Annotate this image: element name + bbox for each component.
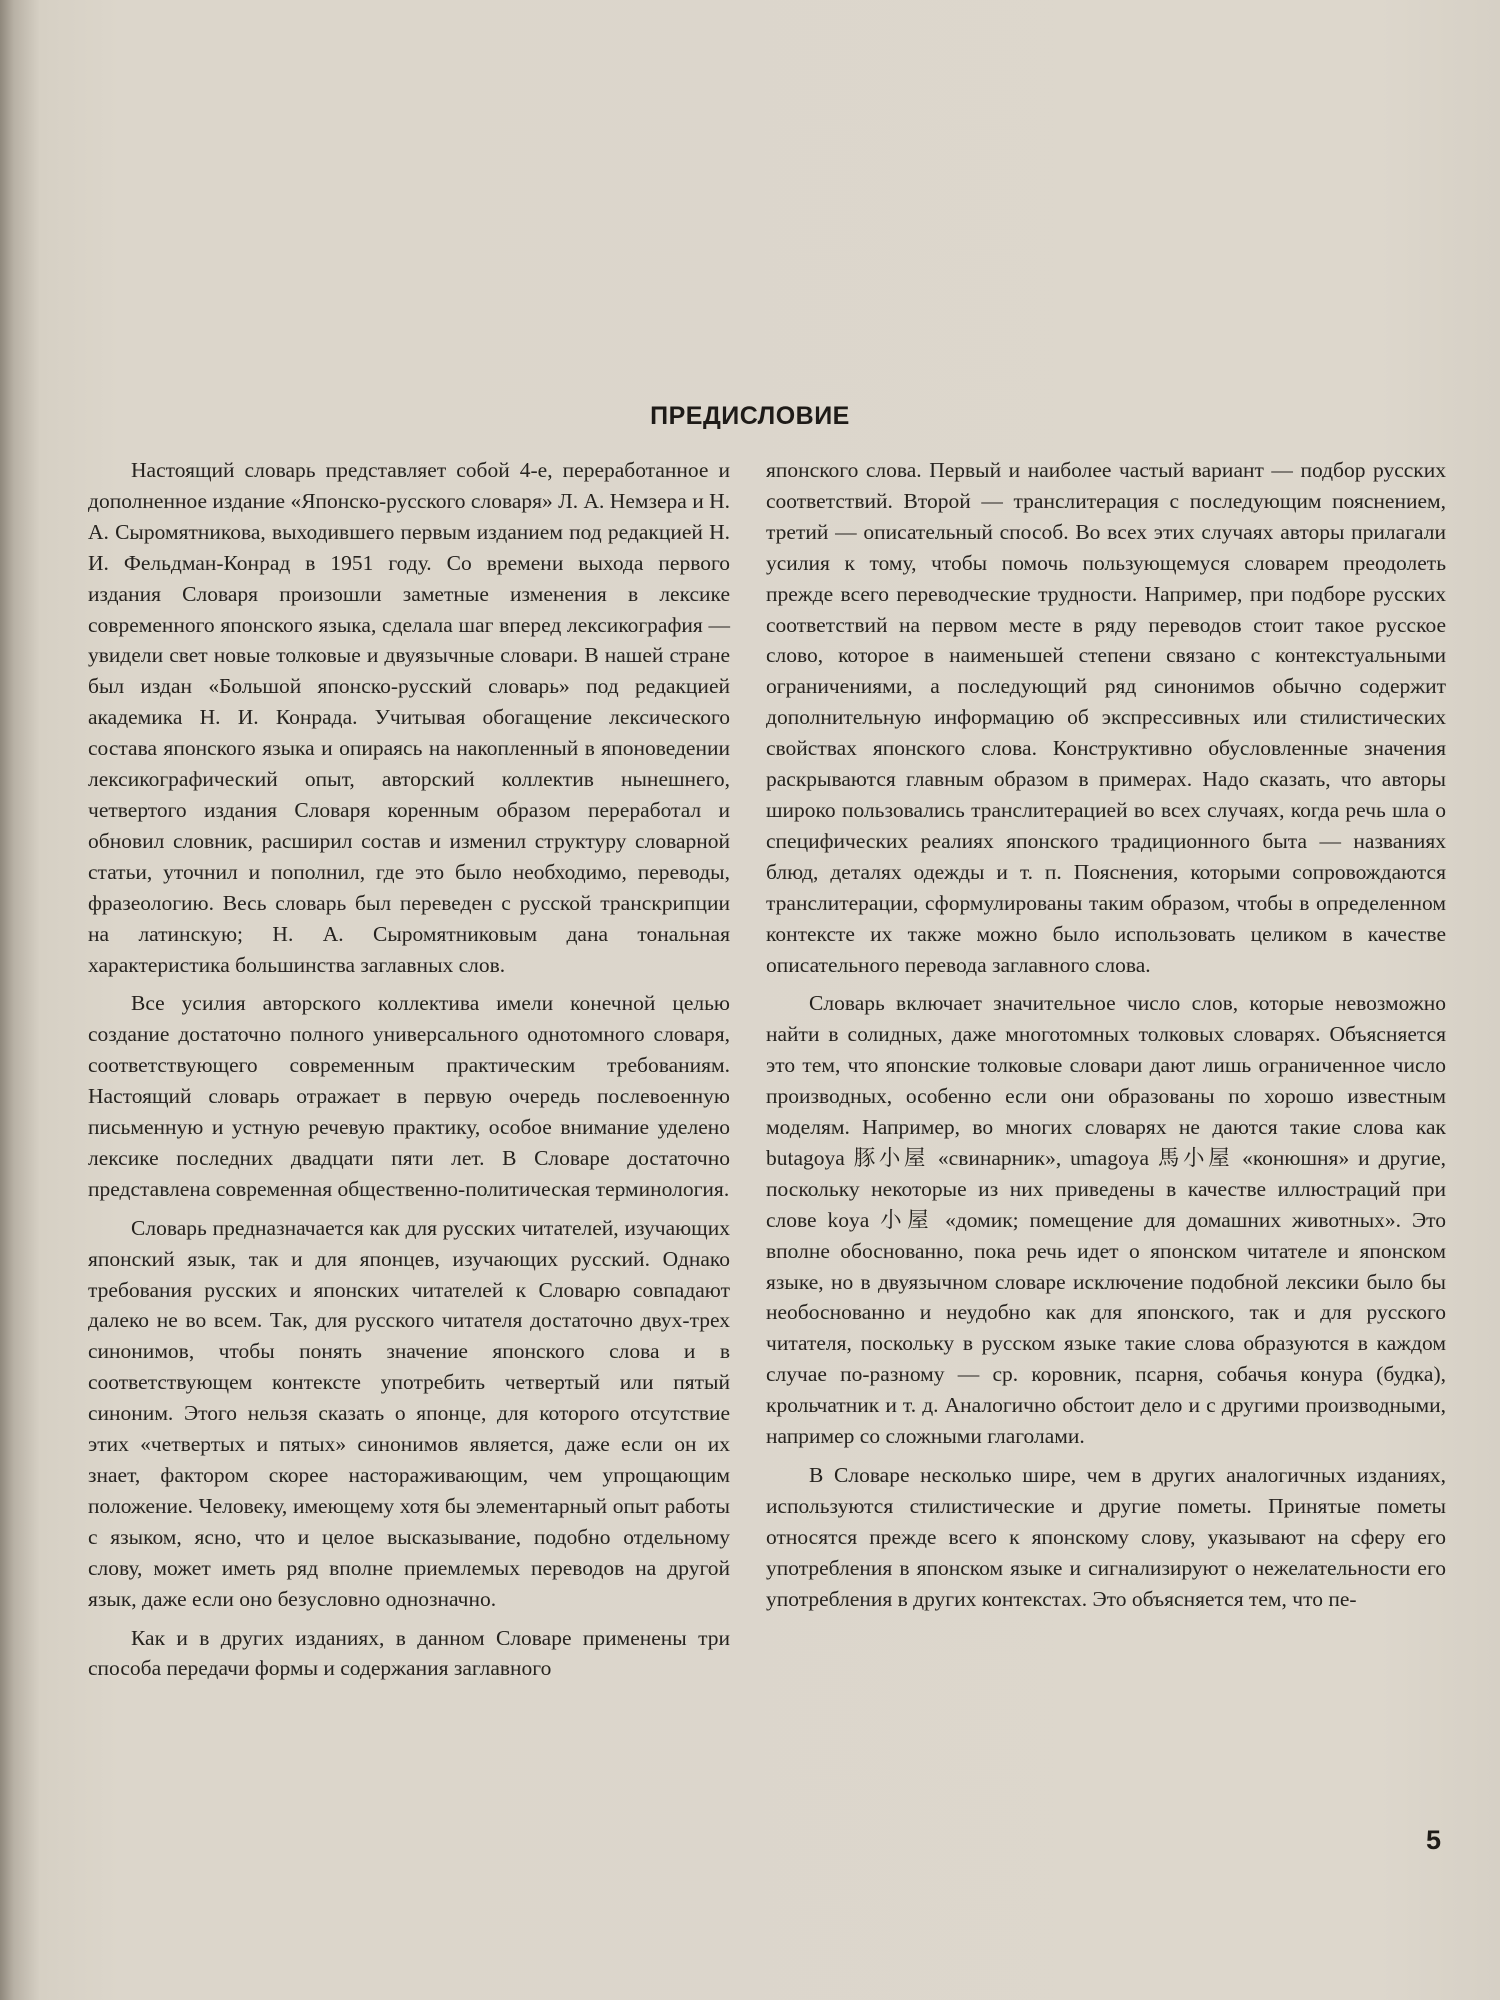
paragraph: Все усилия авторского коллектива имели конечной целью создание достаточно полного универсального однотомного словаря, соответствующего современным практическим требованиям. Настоящий словарь отражает в первую очередь послевоенную письменную и устную речевую практику, особое внимание уделено лексике последних двадцати пяти лет. В Словаре достаточно представлена современная общественно-политическая терминология. xyxy=(88,991,730,1201)
right-column xyxy=(766,455,1446,1623)
paragraph: Настоящий словарь представляет собой 4-е, переработанное и дополненное издание «Японско-русского словаря» Л. А. Немзера и Н. А. Сыромятникова, выходившего первым изданием под редакцией Н. И. Фельдман-Конрад в 1951 году. Со времени выхода первого издания Словаря произошли заметные изменения в лексике современного японского языка, сделала шаг вперед лексикография — увидели свет новые толковые и двуязычные словари. В нашей стране был издан «Большой японско-русский словарь» под редакцией академика Н. И. Конрада. Учитывая обогащение лексического состава японского языка и опираясь на накопленный в японоведении лексикографический опыт, авторский коллектив нынешнего, четвертого издания Словаря коренным образом переработал и обновил словник, расширил состав и изменил структуру словарной статьи, уточнил и пополнил, где это было необходимо, переводы, фразеологию. Весь словарь был переведен с русской транскрипции на латинскую; Н. А. Сыромятниковым дана тональная характеристика большинства заглавных слов. xyxy=(88,458,730,977)
page-title: ПРЕДИСЛОВИЕ xyxy=(650,402,850,430)
paragraph: Словарь предназначается как для русских читателей, изучающих японский язык, так и для японцев, изучающих русский. Однако требования русских и японских читателей к Словарю совпадают далеко не во всем. Так, для русского читателя достаточно двух-трех синонимов, чтобы понять значение японского слова и в соответствующем контексте употребить четвертый или пятый синоним. Этого нельзя сказать о японце, для которого отсутствие этих «четвертых и пятых» синонимов является, даже если он их знает, фактором скорее настораживающим, чем упрощающим положение. Человеку, имеющему хотя бы элементарный опыт работы с языком, ясно, что и целое высказывание, подобно отдельному слову, может иметь ряд вполне приемлемых переводов на другой язык, даже если оно безусловно однозначно. xyxy=(88,1215,730,1611)
paragraph: японского слова. Первый и наиболее частый вариант — подбор русских соответствий. Второй — транслитерация с последующим пояснением, третий — описательный способ. Во всех этих случаях авторы прилагали усилия к тому, чтобы помочь пользующемуся словарем преодолеть прежде всего переводческие трудности. Например, при подборе русских соответствий на первом месте в ряду переводов стоит такое русское слово, которое в наименьшей степени связано с контекстуальными ограничениями, а последующий ряд синонимов обычно содержит дополнительную информацию об экспрессивных или стилистических свойствах японского слова. Конструктивно обусловленные значения раскрываются главным образом в примерах. Надо сказать, что авторы широко пользовались транслитерацией во всех случаях, когда речь шла о специфических реалиях японского традиционного быта — названиях блюд, деталях одежды и т. п. Пояснения, которыми сопровождаются транслитерации, сформулированы таким образом, чтобы в определенном контексте их также можно было использовать целиком в качестве описательного перевода заглавного слова. xyxy=(766,458,1446,977)
left-column xyxy=(88,455,730,1692)
paragraph: В Словаре несколько шире, чем в других аналогичных изданиях, используются стилистические и другие пометы. Принятые пометы относятся прежде всего к японскому слову, указывают на сферу его употребления в японском языке и сигнализируют о нежелательности его употребления в других контекстах. Это объясняется тем, что пе- xyxy=(766,1463,1446,1611)
paragraph: Словарь включает значительное число слов, которые невозможно найти в солидных, даже многотомных толковых словарях. Объясняется это тем, что японские толковые словари дают лишь ограниченное число производных, особенно если они образованы по хорошо известным моделям. Например, во многих словарях не даются такие слова как butagoya 豚小屋 «свинарник», umagoya 馬小屋 «конюшня» и другие, поскольку некоторые из них приведены в качестве иллюстраций при слове koya 小屋 «домик; помещение для домашних животных». Это вполне обоснованно, пока речь идет о японском читателе и японском языке, но в двуязычном словаре исключение подобной лексики было бы необоснованно и неудобно как для японского, так и для русского читателя, поскольку в русском языке такие слова образуются в каждом случае по-разному — ср. коровник, псарня, собачья конура (будка), крольчатник и т. д. Аналогично обстоит дело и с другими производными, например со сложными глаголами. xyxy=(766,991,1446,1449)
page-number: 5 xyxy=(1426,1825,1442,1855)
paragraph: Как и в других изданиях, в данном Словаре применены три способа передачи формы и содержания заглавного xyxy=(88,1625,730,1681)
